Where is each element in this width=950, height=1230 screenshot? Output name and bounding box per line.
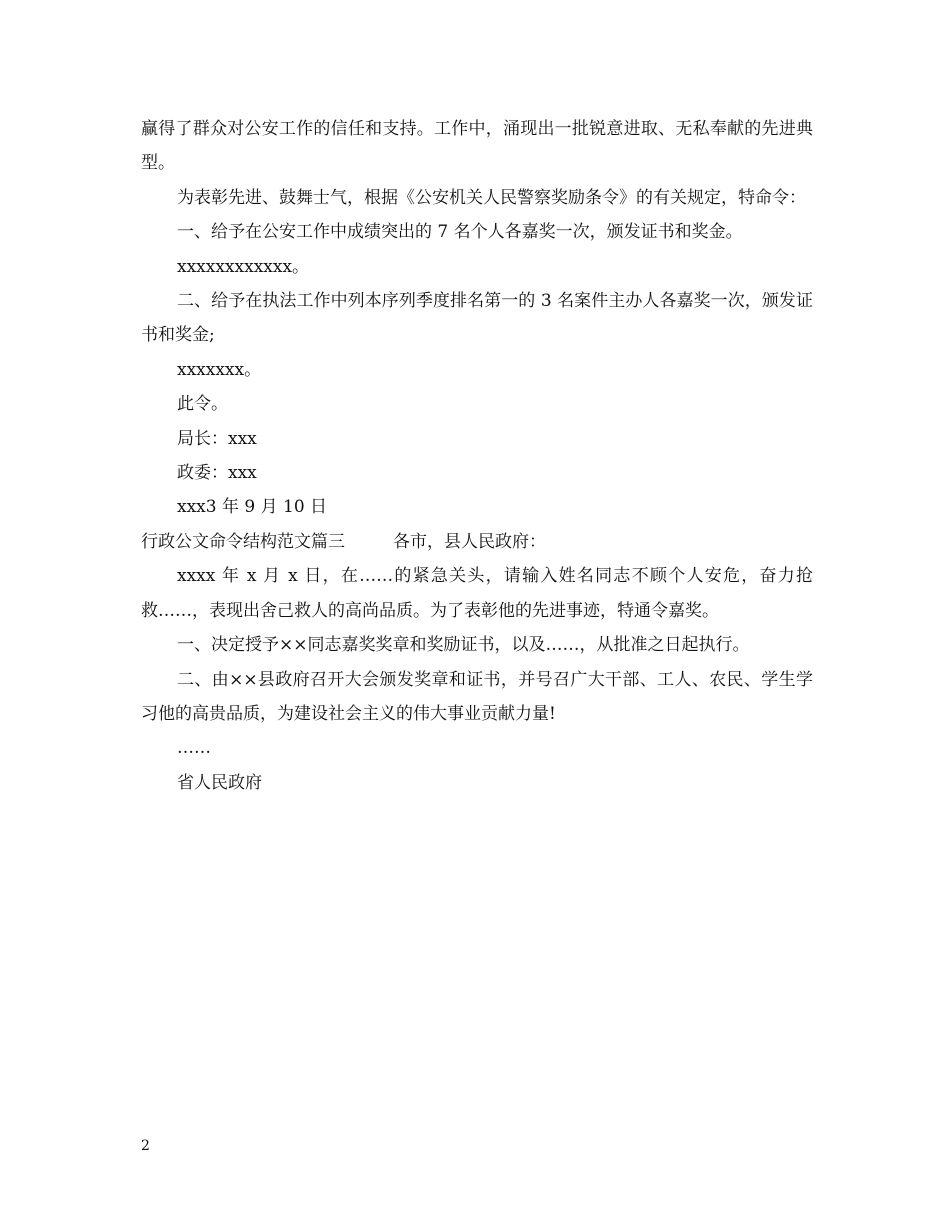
paragraph-closing: 此令。 [177,394,228,415]
paragraph-item-two: 二、给予在执法工作中列本序列季度排名第一的 3 名案件主办人各嘉奖一次，颁发证书和奖金; [141,291,813,346]
paragraph-names-one: xxxxxxxxxxxx。 [177,256,310,277]
page-number: 2 [141,1138,150,1154]
section-heading: 行政公文命令结构范文篇三 [141,531,345,552]
paragraph-continuation: 赢得了群众对公安工作的信任和支持。工作中，涌现出一批锐意进取、无私奉献的先进典型。 [141,119,813,174]
document-body [141,112,813,800]
signature-provincial-government: 省人民政府 [177,772,262,793]
paragraph-decision-one: 一、决定授予××同志嘉奖奖章和奖励证书，以及……，从批准之日起执行。 [177,635,750,656]
paragraph-decision-two: 二、由××县政府召开大会颁发奖章和证书，并号召广大干部、工人、农民、学生学习他的高贵品质，为建设社会主义的伟大事业贡献力量! [141,669,813,724]
paragraph-commendation-basis: 为表彰先进、鼓舞士气，根据《公安机关人民警察奖励条令》的有关规定，特命令： [177,187,806,208]
document-date: xxx3 年 9 月 10 日 [177,497,328,518]
paragraph-ellipsis: …… [177,738,211,759]
section-addressee: 各市，县人民政府： [393,531,546,552]
paragraph-names-two: xxxxxxx。 [177,359,262,380]
paragraph-incident: xxxx 年 x 月 x 日，在……的紧急关头，请输入姓名同志不顾个人安危，奋力抢救……，表现出舍己救人的高尚品质。为了表彰他的先进事迹，特通令嘉奖。 [141,566,813,621]
paragraph-item-one: 一、给予在公安工作中成绩突出的 7 名个人各嘉奖一次，颁发证书和奖金。 [177,222,743,243]
signature-director: 局长：xxx [177,428,257,449]
section-heading-line [141,525,813,559]
signature-commissar: 政委：xxx [177,463,257,484]
